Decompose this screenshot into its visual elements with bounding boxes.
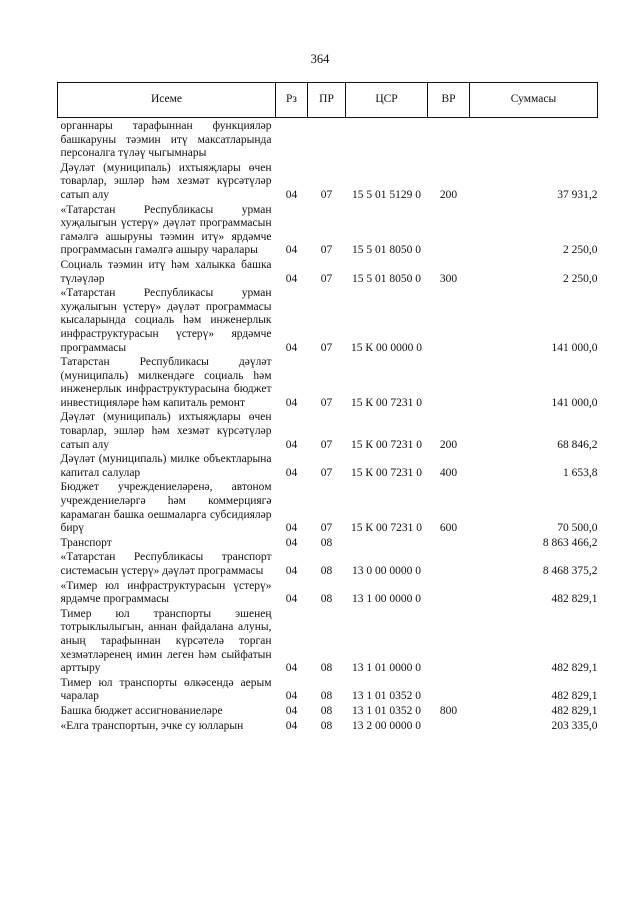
row-pr: 08: [320, 662, 333, 675]
row-csr: 13 1 01 0352 0: [352, 704, 421, 717]
row-vr: [428, 204, 470, 259]
row-vr: 800: [439, 704, 458, 717]
row-csr: 15 5 01 8050 0: [352, 244, 421, 257]
row-name: Тимер юл транспорты өлкәсендә аерым чаралар: [60, 676, 272, 703]
row-csr: 13 0 00 0000 0: [352, 565, 421, 577]
row-sum: 68 846,2: [557, 438, 598, 451]
page-number: 364: [310, 52, 330, 66]
row-csr: 13 1 01 0352 0: [352, 690, 421, 703]
row-pr: 07: [320, 396, 333, 409]
row-name: «Татарстан Республикасы урман хуҗалыгын үстерү» дәүләт программасын гамәлгә ашыруны тәэмин итү» ярдәмче программасын гамәлгә ашыру чаралары: [60, 203, 272, 257]
row-sum: 482 829,1: [551, 593, 598, 606]
row-vr: [428, 551, 470, 579]
row-rz: 04: [285, 396, 298, 409]
row-name: Башка бюджет ассигнованиеләре: [60, 704, 223, 717]
row-sum: 141 000,0: [551, 396, 598, 409]
row-vr: [428, 608, 470, 677]
row-rz: 04: [285, 272, 298, 285]
header-csr: ЦСР: [346, 83, 428, 118]
row-vr: [428, 356, 470, 411]
row-sum: 37 931,2: [557, 188, 598, 201]
header-name: Исеме: [58, 83, 276, 118]
row-rz: 04: [285, 690, 298, 703]
row-rz: 04: [285, 719, 298, 732]
row-csr: 15 К 00 7231 0: [351, 438, 422, 451]
header-vr: ВР: [428, 83, 470, 118]
table-row: [58, 287, 598, 356]
row-rz: 04: [285, 188, 298, 201]
row-name: Бюджет учреждениеләренә, автоном учреждениеләргә һәм коммерциягә карамаган башка оешмаларга субсидияләр бирү: [60, 481, 272, 535]
table-row: [58, 537, 598, 552]
table-row: [58, 705, 598, 720]
row-pr: 07: [320, 188, 333, 201]
row-csr: [346, 537, 428, 552]
row-name: органнары тарафыннан функцияләр башкаруны тәэмин итү максатларында персоналга түләү чыгымнары: [60, 120, 272, 160]
row-csr: 13 1 00 0000 0: [352, 593, 421, 606]
row-pr: 08: [320, 704, 333, 717]
row-sum: [470, 118, 598, 162]
row-csr: 15 К 00 7231 0: [351, 522, 422, 535]
row-csr: 13 1 01 0000 0: [352, 662, 421, 675]
row-vr: [428, 118, 470, 162]
row-name: Транспорт: [60, 536, 112, 549]
row-rz: 04: [285, 662, 298, 675]
row-csr: 15 К 00 0000 0: [351, 341, 422, 354]
row-name: «Елга транспортын, эчке су юлларын: [60, 719, 244, 732]
row-sum: 2 250,0: [563, 272, 598, 285]
row-pr: 08: [320, 565, 333, 577]
row-pr: 07: [320, 244, 333, 257]
row-pr: 07: [320, 272, 333, 285]
row-name: Дәүләт (муниципаль) ихтыяҗлары өчен товарлар, эшләр һәм хезмәт күрсәтүләр сатып алу: [60, 161, 272, 201]
table-row: [58, 551, 598, 579]
row-pr: 07: [320, 438, 333, 451]
row-name: Татарстан Республикасы дәүләт (муниципаль) милкендәге социаль һәм инженерлык инфраструктурасына бюджет инвестицияләре һәм капиталь ремонт: [60, 356, 272, 409]
row-pr: 08: [320, 690, 333, 703]
row-rz: 04: [285, 536, 298, 549]
row-csr: 15 К 00 7231 0: [351, 466, 422, 479]
row-rz: 04: [285, 593, 298, 606]
row-csr: [346, 118, 428, 162]
row-csr: 15 5 01 5129 0: [352, 188, 421, 201]
header-sum: Суммасы: [470, 83, 598, 118]
table-row: [58, 677, 598, 705]
table-row: [58, 481, 598, 536]
row-sum: 2 250,0: [563, 244, 598, 257]
row-rz: 04: [285, 438, 298, 451]
row-sum: 203 335,0: [551, 719, 598, 732]
table-row: [58, 720, 598, 735]
header-rz: Рз: [276, 83, 308, 118]
row-sum: 482 829,1: [551, 704, 598, 717]
row-rz: 04: [285, 522, 298, 535]
table-row: [58, 356, 598, 411]
row-name: «Тимер юл инфраструктурасын үстерү» ярдәмче программасы: [60, 579, 272, 606]
row-rz: 04: [285, 341, 298, 354]
row-pr: 07: [320, 341, 333, 354]
row-vr: [428, 720, 470, 735]
row-name: «Татарстан Республикасы транспорт системасын үстерү» дәүләт программасы: [60, 551, 272, 577]
table-row: [58, 204, 598, 259]
table-row: [58, 259, 598, 287]
row-vr: 600: [439, 522, 458, 535]
table-row: [58, 580, 598, 608]
row-sum: 8 468 375,2: [542, 565, 598, 577]
row-pr: [308, 118, 346, 162]
row-rz: [276, 118, 308, 162]
row-vr: [428, 287, 470, 356]
row-rz: 04: [285, 704, 298, 717]
row-sum: 482 829,1: [551, 662, 598, 675]
row-vr: 200: [439, 438, 458, 451]
row-sum: 482 829,1: [551, 690, 598, 703]
budget-table: [57, 82, 598, 734]
row-pr: 07: [320, 466, 333, 479]
row-sum: 1 653,8: [563, 466, 598, 479]
table-row: [58, 453, 598, 481]
row-vr: [428, 537, 470, 552]
row-vr: [428, 580, 470, 608]
row-vr: [428, 677, 470, 705]
table-row: [58, 162, 598, 204]
table-row: [58, 118, 598, 162]
row-rz: 04: [285, 244, 298, 257]
row-vr: 400: [439, 466, 458, 479]
row-pr: 08: [320, 536, 333, 549]
row-rz: 04: [285, 565, 298, 577]
row-vr: 300: [439, 272, 458, 285]
row-name: «Татарстан Республикасы урман хуҗалыгын үстерү» дәүләт программасы кысаларында социаль һәм инженерлык инфраструктурасын үстерү» ярдәмче программасы: [60, 287, 272, 354]
row-vr: 200: [439, 188, 458, 201]
row-sum: 70 500,0: [557, 522, 598, 535]
row-name: Социаль тәэмин итү һәм халыкка башка түләүләр: [60, 258, 272, 285]
table-row: [58, 411, 598, 453]
row-rz: 04: [285, 466, 298, 479]
row-name: Дәүләт (муниципаль) ихтыяҗлары өчен товарлар, эшләр һәм хезмәт күрсәтүләр сатып алу: [60, 411, 272, 451]
row-pr: 07: [320, 522, 333, 535]
table-header-row: [58, 83, 598, 118]
row-name: Дәүләт (муниципаль) милке объектларына капитал салулар: [60, 453, 272, 479]
row-sum: 8 863 466,2: [542, 536, 598, 549]
row-pr: 08: [320, 719, 333, 732]
row-csr: 15 К 00 7231 0: [351, 396, 422, 409]
header-pr: ПР: [308, 83, 346, 118]
row-pr: 08: [320, 593, 333, 606]
row-csr: 15 5 01 8050 0: [352, 272, 421, 285]
row-sum: 141 000,0: [551, 341, 598, 354]
row-name: Тимер юл транспорты эшенең тотрыклылыгын, аннан файдалана алуны, аның тарафыннан күрсәтелә торган хезмәтләренең имин леген һәм сыйфатын арттыру: [60, 607, 272, 675]
row-csr: 13 2 00 0000 0: [352, 719, 421, 732]
table-row: [58, 608, 598, 677]
